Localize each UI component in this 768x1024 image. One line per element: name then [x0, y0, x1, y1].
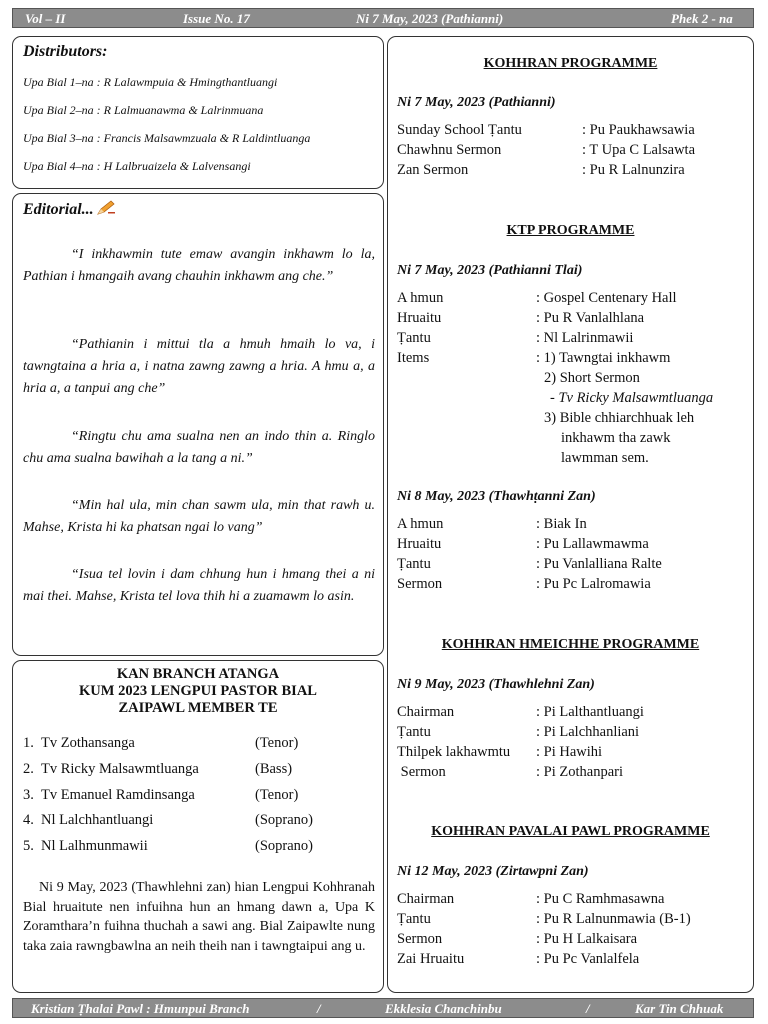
programme-row-label: Thilpek lakhawmtu — [397, 744, 511, 760]
programme-item: 3) Bible chhiarchhuak leh — [544, 410, 695, 426]
programme-row-value: : 1) Tawngtai inkhawm — [536, 350, 671, 366]
programme-row-value: : Pi Hawihi — [536, 744, 603, 760]
programme-item-speaker: - Tv Ricky Malsawmtluanga — [550, 390, 714, 406]
programme-item: 2) Short Sermon — [544, 370, 640, 386]
programme-row-label: Ṭantu — [397, 724, 431, 740]
kohhran-programme-date: Ni 7 May, 2023 (Pathianni) — [397, 95, 556, 110]
kan-branch-heading: ZAIPAWL MEMBER TE — [118, 700, 278, 716]
programme-row-label: Hruaitu — [397, 536, 442, 552]
member-voice: (Bass) — [255, 761, 293, 777]
programme-row-label: Sunday School Ṭantu — [397, 122, 522, 138]
programme-row-label: Chawhnu Sermon — [397, 142, 502, 158]
programme-row-label: Sermon — [397, 931, 443, 947]
programme-row-value: : Pu Pc Vanlalfela — [536, 951, 640, 967]
programme-row-value: : Nl Lalrinmawii — [536, 330, 634, 346]
distributor-line: Upa Bial 2–na : R Lalmuanawma & Lalrinmuana — [23, 103, 264, 117]
volume-label: Vol – II — [25, 11, 66, 26]
kan-branch-box — [12, 660, 384, 993]
programme-row-value: : Pu C Ramhmasawna — [536, 891, 665, 907]
programme-row-label: Sermon — [397, 576, 443, 592]
programme-row-label: Zan Sermon — [397, 162, 469, 178]
programme-row-label: Hruaitu — [397, 310, 442, 326]
programme-row-value: : T Upa C Lalsawta — [582, 142, 696, 158]
programme-row-value: : Pu R Vanlalhlana — [536, 310, 645, 326]
member-number: 5. — [23, 838, 34, 854]
distributor-line: Upa Bial 4–na : H Lalbruaizela & Lalvensangi — [23, 159, 251, 173]
programme-row-value: : Pi Lalchhanliani — [536, 724, 640, 740]
editorial-box — [12, 193, 384, 656]
editorial-paragraph: “Isua tel lovin i dam chhung hun i hmang thei a ni mai thei. Mahse, Krista tel lova thih hi a zuamawm lo asin. — [23, 567, 375, 604]
programme-row-label: A hmun — [397, 516, 444, 532]
programme-item: lawmman sem. — [561, 450, 649, 466]
programme-row-value: : Pu Pc Lalromawia — [536, 576, 651, 592]
programme-row-label: Chairman — [397, 704, 455, 720]
kan-branch-heading: KAN BRANCH ATANGA — [116, 666, 280, 682]
member-number: 1. — [23, 735, 34, 751]
date-label: Ni 7 May, 2023 (Pathianni) — [356, 11, 504, 26]
hmeichhe-programme-date: Ni 9 May, 2023 (Thawhlehni Zan) — [397, 677, 595, 692]
programme-row-value: : Pu H Lalkaisara — [536, 931, 638, 947]
ktp-programme-title: KTP PROGRAMME — [506, 223, 635, 238]
programme-row-label: A hmun — [397, 290, 444, 306]
distributors-box — [12, 36, 384, 189]
programme-row-value: : Pu Lallawmawma — [536, 536, 649, 552]
editorial-title-row — [23, 200, 116, 221]
programme-row-value: : Pu R Lalnunzira — [582, 162, 685, 178]
ktp-programme-date: Ni 8 May, 2023 (Thawhṭanni Zan) — [397, 489, 596, 504]
programme-row-label: Items — [397, 350, 430, 366]
member-name: Tv Emanuel Ramdinsanga — [41, 787, 195, 803]
editorial-title: Editorial... — [23, 201, 94, 219]
footer-bar — [12, 998, 754, 1018]
footer-right: Kar Tin Chhuak — [635, 1001, 724, 1016]
hmeichhe-programme-title: KOHHRAN HMEICHHE PROGRAMME — [441, 637, 700, 652]
editorial-paragraph: “Min hal ula, min chan sawm ula, min that rawh u. Mahse, Krista hi ka phatsan ngai lo vang” — [23, 498, 375, 535]
issue-label: Issue No. 17 — [183, 11, 250, 26]
distributor-line: Upa Bial 3–na : Francis Malsawmzuala & R Laldintluanga — [23, 131, 311, 145]
programme-row-label: Ṭantu — [397, 556, 431, 572]
programme-row-value: : Pi Lalthantluangi — [536, 704, 644, 720]
programme-row-value: : Pu Paukhawsawia — [582, 122, 695, 138]
footer-separator: / — [317, 1001, 321, 1016]
member-voice: (Tenor) — [255, 735, 299, 751]
programme-item: inkhawm tha zawk — [561, 430, 671, 446]
kohhran-programme-title: KOHHRAN PROGRAMME — [483, 56, 658, 71]
programme-row-value: : Pu R Lalnunmawia (B-1) — [536, 911, 691, 927]
member-voice: (Soprano) — [255, 812, 313, 828]
programmes-box — [387, 36, 754, 993]
distributor-line: Upa Bial 1–na : R Lalawmpuia & Hmingthantluangi — [23, 75, 278, 89]
pencil-icon — [96, 200, 116, 221]
page-label: Phek 2 - na — [671, 11, 733, 26]
editorial-paragraph: “Pathianin i mittui tla a hmuh hmaih lo va, i tawngtaina a hria a, i natna zawng zawng a hria. A hmu a, a hria a, a tanpui ang che” — [23, 337, 375, 396]
programme-row-value: : Biak In — [536, 516, 587, 532]
kan-branch-paragraph: Ni 9 May, 2023 (Thawhlehni zan) hian Lengpui Kohhranah Bial hruaitute nen infuihna hun an hmang dawn a, Upa K Zoramthara’n fuihna thuchah a sawi ang. Bial Zaipawlte nung taka zaia rawngbawlna an neih theih nan i tawngtaipui ang u. — [23, 880, 375, 954]
programme-row-label: Zai Hruaitu — [397, 951, 465, 967]
pavalai-programme-date: Ni 12 May, 2023 (Zirtawpni Zan) — [397, 864, 589, 879]
header-bar — [12, 8, 754, 28]
member-voice: (Tenor) — [255, 787, 299, 803]
programme-row-label: Ṭantu — [397, 911, 431, 927]
kan-branch-heading: KUM 2023 LENGPUI PASTOR BIAL — [79, 683, 317, 699]
editorial-paragraph: “Ringtu chu ama sualna nen an indo thin a. Ringlo chu ama sualna bawihah a la tang a ni.” — [23, 429, 375, 466]
programme-row-label: Chairman — [397, 891, 455, 907]
editorial-paragraph: “I inkhawmin tute emaw avangin inkhawm lo la, Pathian i hmangaih avang chauhin inkhawm ang che.” — [23, 247, 375, 284]
member-name: Nl Lalchhantluangi — [41, 812, 154, 828]
member-number: 3. — [23, 787, 34, 803]
programme-row-value: : Pu Vanlalliana Ralte — [536, 556, 662, 572]
ktp-programme-date: Ni 7 May, 2023 (Pathianni Tlai) — [397, 263, 583, 278]
programme-row-value: : Gospel Centenary Hall — [536, 290, 677, 306]
member-voice: (Soprano) — [255, 838, 313, 854]
pavalai-programme-title: KOHHRAN PAVALAI PAWL PROGRAMME — [431, 824, 710, 839]
programme-row-label: Ṭantu — [397, 330, 431, 346]
member-number: 2. — [23, 761, 34, 777]
programme-row-label: Sermon — [397, 764, 446, 780]
member-name: Tv Zothansanga — [41, 735, 135, 751]
member-name: Tv Ricky Malsawmtluanga — [41, 761, 199, 777]
distributors-title: Distributors: — [23, 43, 108, 60]
member-name: Nl Lalhmunmawii — [41, 838, 148, 854]
footer-left: Kristian Ṭhalai Pawl : Hmunpui Branch — [31, 1001, 250, 1016]
member-number: 4. — [23, 812, 34, 828]
programme-row-value: : Pi Zothanpari — [536, 764, 623, 780]
footer-middle: Ekklesia Chanchinbu — [385, 1001, 502, 1016]
footer-separator: / — [586, 1001, 590, 1016]
